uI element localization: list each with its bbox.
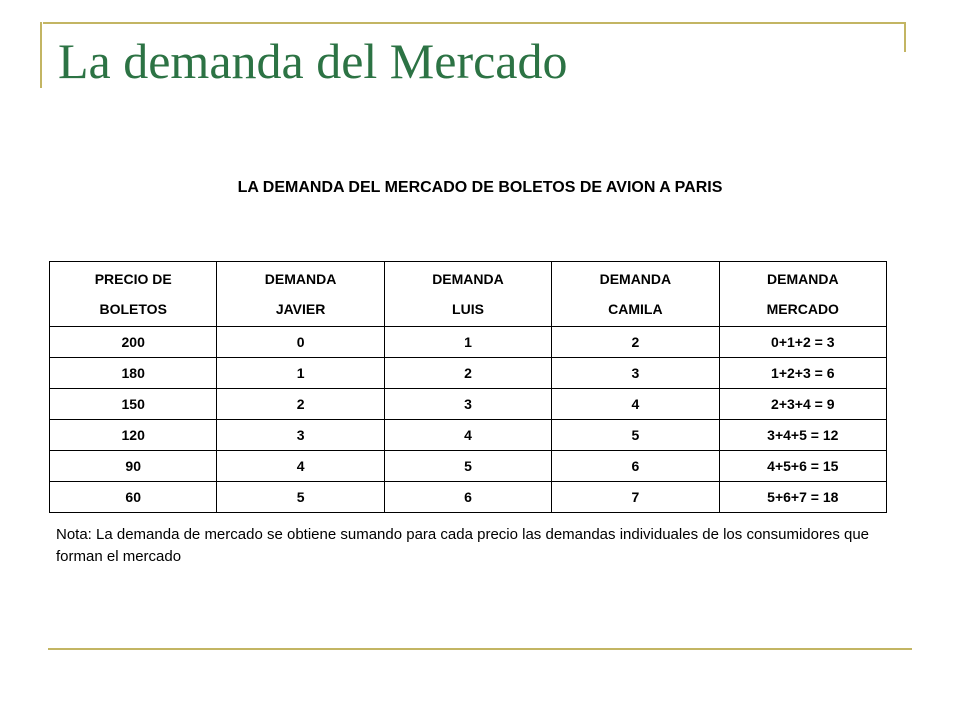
- header-price-line2: BOLETOS: [99, 301, 167, 317]
- header-mercado-line1: DEMANDA: [767, 271, 839, 287]
- header-price: [50, 262, 217, 327]
- table-row: [50, 420, 887, 451]
- cell-luis: 5: [384, 451, 551, 482]
- cell-mercado: 3+4+5 = 12: [719, 420, 886, 451]
- cell-price: 60: [50, 482, 217, 513]
- cell-luis: 2: [384, 358, 551, 389]
- header-camila-line1: DEMANDA: [599, 271, 672, 287]
- top-divider: [43, 22, 905, 24]
- demand-table: [49, 261, 887, 513]
- slide-title: La demanda del Mercado: [58, 33, 568, 89]
- table-row: [50, 389, 887, 420]
- header-luis-line1: DEMANDA: [432, 271, 504, 287]
- header-luis-line2: LUIS: [452, 301, 484, 317]
- right-divider: [904, 22, 906, 52]
- cell-javier: 3: [217, 420, 384, 451]
- header-javier-line1: DEMANDA: [264, 271, 337, 287]
- cell-mercado: 2+3+4 = 9: [719, 389, 886, 420]
- cell-camila: 7: [552, 482, 719, 513]
- table-row: [50, 327, 887, 358]
- header-camila-line2: CAMILA: [608, 301, 663, 317]
- cell-camila: 2: [552, 327, 719, 358]
- left-divider: [40, 22, 42, 88]
- header-demand-javier: [217, 262, 384, 327]
- cell-javier: 0: [217, 327, 384, 358]
- cell-price: 200: [50, 327, 217, 358]
- table-row: [50, 358, 887, 389]
- header-price-line1: PRECIO DE: [94, 271, 172, 287]
- table-row: [50, 482, 887, 513]
- cell-luis: 4: [384, 420, 551, 451]
- cell-javier: 5: [217, 482, 384, 513]
- cell-camila: 6: [552, 451, 719, 482]
- cell-camila: 5: [552, 420, 719, 451]
- cell-mercado: 1+2+3 = 6: [719, 358, 886, 389]
- table-row: [50, 451, 887, 482]
- cell-mercado: 0+1+2 = 3: [719, 327, 886, 358]
- cell-price: 180: [50, 358, 217, 389]
- header-mercado-line2: MERCADO: [766, 301, 839, 317]
- cell-javier: 1: [217, 358, 384, 389]
- cell-javier: 4: [217, 451, 384, 482]
- cell-luis: 1: [384, 327, 551, 358]
- cell-camila: 4: [552, 389, 719, 420]
- cell-price: 90: [50, 451, 217, 482]
- header-demand-mercado: [719, 262, 886, 327]
- cell-price: 120: [50, 420, 217, 451]
- cell-mercado: 5+6+7 = 18: [719, 482, 886, 513]
- cell-camila: 3: [552, 358, 719, 389]
- footnote: Nota: La demanda de mercado se obtiene sumando para cada precio las demandas individuales de los consumidores que forman el mercado: [56, 526, 870, 565]
- header-demand-luis: [384, 262, 551, 327]
- cell-javier: 2: [217, 389, 384, 420]
- cell-luis: 3: [384, 389, 551, 420]
- bottom-divider: [48, 648, 912, 650]
- table-header-row: [50, 262, 887, 327]
- cell-luis: 6: [384, 482, 551, 513]
- header-demand-camila: [552, 262, 719, 327]
- header-javier-line2: JAVIER: [275, 301, 326, 317]
- cell-price: 150: [50, 389, 217, 420]
- table-heading: LA DEMANDA DEL MERCADO DE BOLETOS DE AVION A PARIS: [237, 179, 723, 196]
- cell-mercado: 4+5+6 = 15: [719, 451, 886, 482]
